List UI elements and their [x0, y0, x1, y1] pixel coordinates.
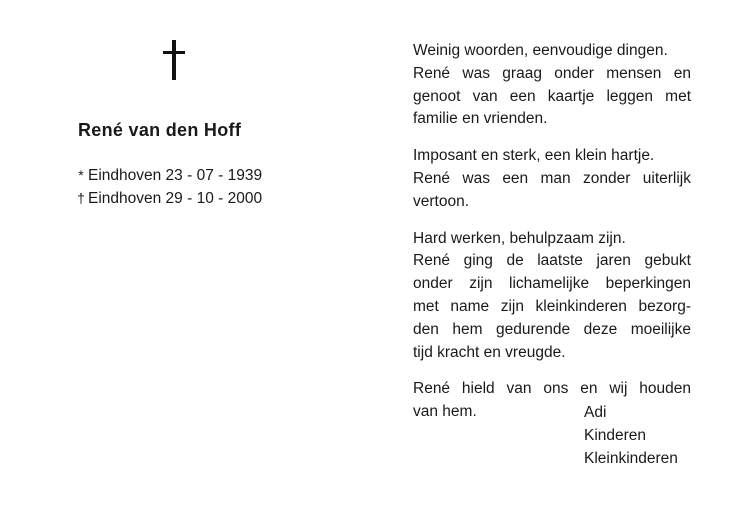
birth-row — [74, 164, 262, 187]
poem-line: René was graag onder mensen en — [413, 64, 691, 82]
death-row — [74, 187, 262, 210]
poem-line: René hield van ons en wij houden — [413, 380, 691, 398]
poem-line: genoot van een kaartje leggen met — [413, 87, 691, 105]
signature-line: Adi — [584, 404, 607, 421]
cross-icon — [163, 40, 185, 80]
death-text: Eindhoven 29 - 10 - 2000 — [88, 190, 263, 207]
birth-symbol: * — [78, 167, 84, 183]
poem-line: tijd kracht en vreugde. — [413, 343, 566, 361]
poem-line: vertoon. — [413, 192, 470, 210]
poem-line: Weinig woorden, eenvoudige dingen. — [413, 42, 668, 59]
poem-stanza-3 — [413, 228, 691, 365]
poem-line: van hem. — [413, 403, 477, 421]
poem-line: familie en vrienden. — [413, 110, 548, 128]
poem-line: den hem gedurende deze moeilijke — [413, 320, 691, 338]
signature-line: Kleinkinderen — [584, 449, 678, 467]
poem-line: met name zijn kleinkinderen bezorg- — [413, 297, 691, 315]
poem-line: René was een man zonder uiterlijk — [413, 169, 691, 187]
poem-line: Imposant en sterk, een klein hartje. — [413, 147, 655, 165]
poem — [413, 40, 691, 438]
poem-line: René ging de laatste jaren gebukt — [413, 252, 691, 270]
death-symbol: † — [77, 190, 85, 206]
deceased-name: René van den Hoff — [78, 120, 242, 140]
poem-stanza-2 — [413, 145, 691, 213]
poem-line: Hard werken, behulpzaam zijn. — [413, 229, 626, 247]
poem-line: onder zijn lichamelijke beperkingen — [413, 275, 691, 293]
signature-line: Kinderen — [584, 426, 647, 444]
signature-block — [584, 402, 678, 470]
poem-stanza-1 — [413, 40, 691, 131]
birth-text: Eindhoven 23 - 07 - 1939 — [88, 167, 263, 184]
life-dates — [74, 164, 262, 210]
